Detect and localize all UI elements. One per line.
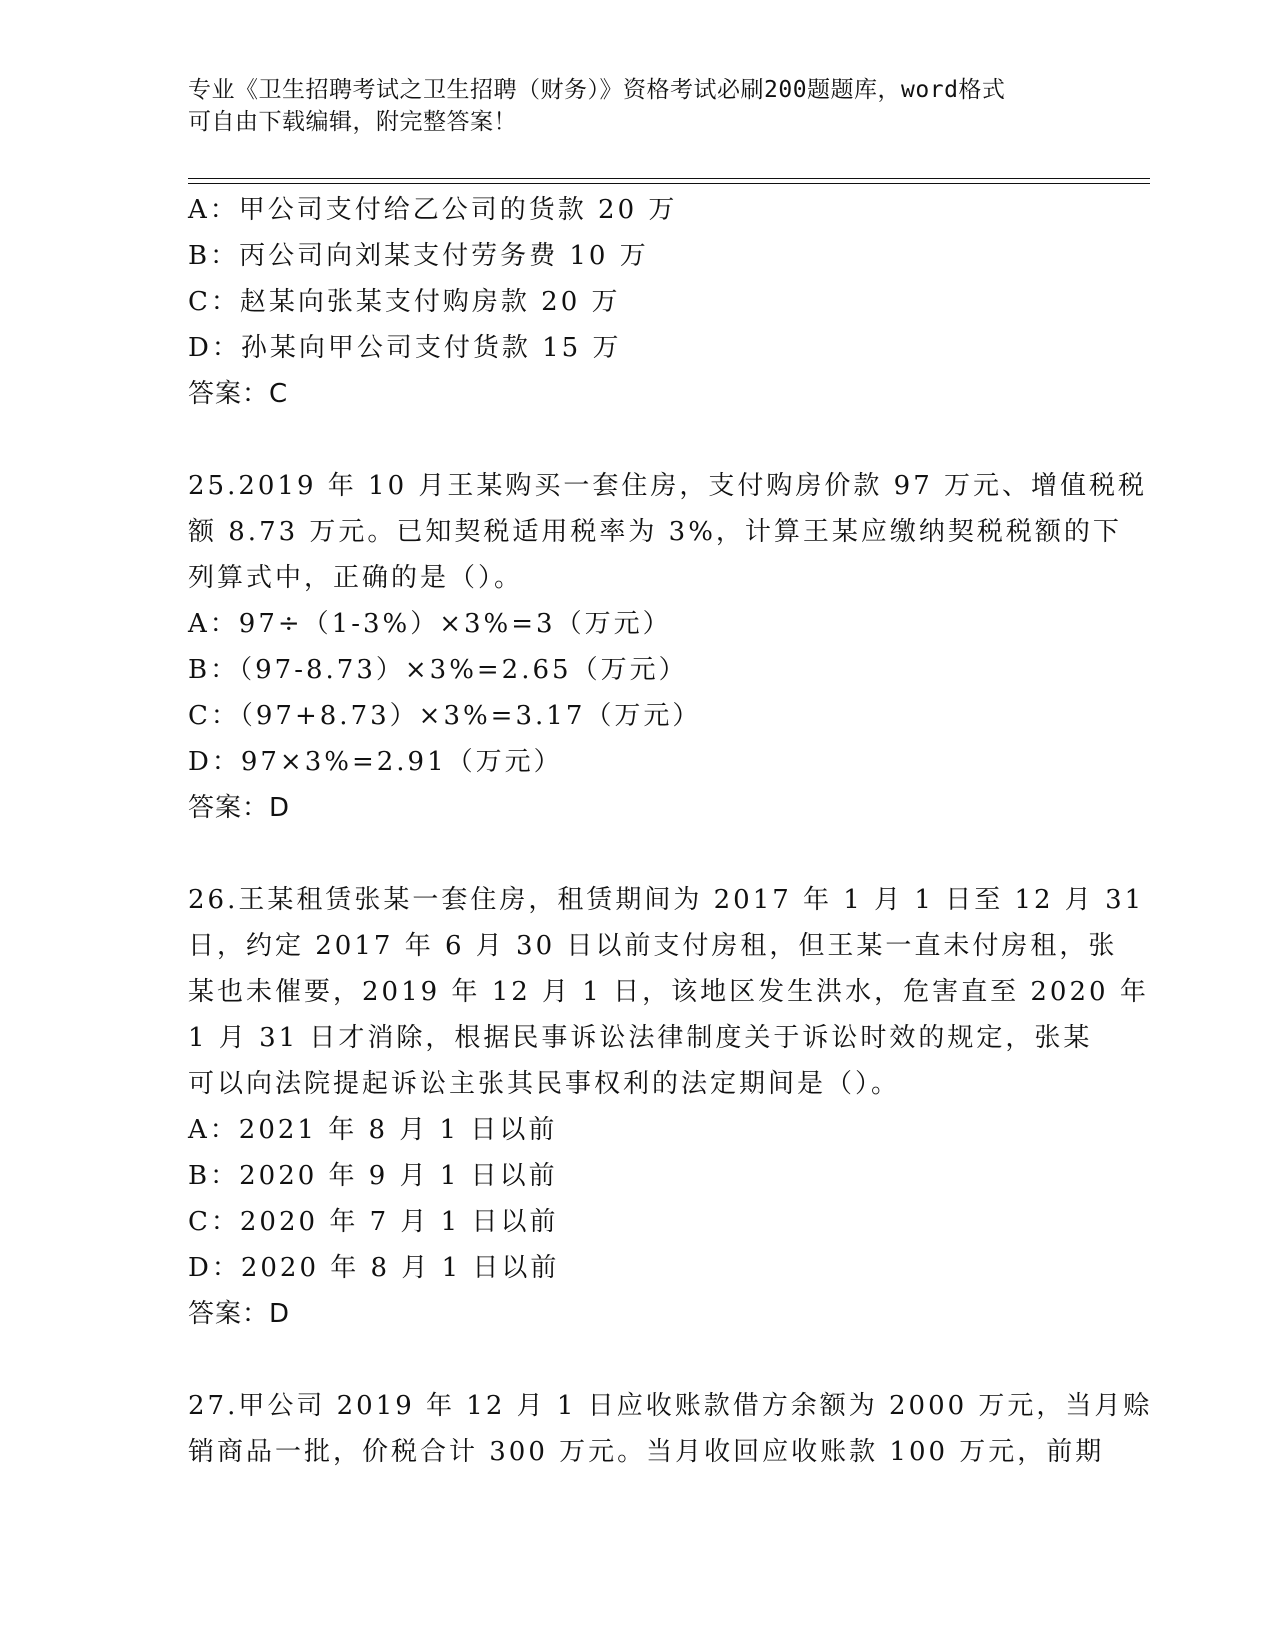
question-block	[188, 877, 1149, 1337]
question-text-line: 1 月 31 日才消除，根据民事诉讼法律制度关于诉讼时效的规定，张某	[188, 1023, 1093, 1053]
question-text-line: 额 8.73 万元。已知契税适用税率为 3%，计算王某应缴纳契税税额的下	[188, 517, 1122, 547]
block-spacer	[188, 1337, 1118, 1383]
question-text-line: 销商品一批，价税合计 300 万元。当月收回应收账款 100 万元，前期	[188, 1437, 1105, 1467]
question-text-line: 可以向法院提起诉讼主张其民事权利的法定期间是（）。	[188, 1069, 901, 1099]
option-line: D：孙某向甲公司支付货款 15 万	[188, 333, 622, 363]
option-line: A：甲公司支付给乙公司的货款 20 万	[188, 195, 678, 225]
question-text-line: 25.2019 年 10 月王某购买一套住房，支付购房价款 97 万元、增值税税	[188, 471, 1148, 501]
question-text-line: 27.甲公司 2019 年 12 月 1 日应收账款借方余额为 2000 万元，当月赊	[188, 1391, 1153, 1421]
question-text-line: 某也未催要，2019 年 12 月 1 日，该地区发生洪水，危害直至 2020 年	[188, 977, 1149, 1007]
header-title-line-2: 可自由下载编辑，附完整答案！	[188, 109, 517, 135]
header-divider-bottom	[188, 183, 1150, 184]
document-body	[188, 187, 1153, 1475]
answer-line: 答案：D	[188, 1299, 291, 1329]
answer-line: 答案：C	[188, 379, 289, 409]
block-spacer	[188, 831, 1118, 877]
option-line: B：2020 年 9 月 1 日以前	[188, 1161, 558, 1191]
question-text-line: 日，约定 2017 年 6 月 30 日以前支付房租，但王某一直未付房租，张	[188, 931, 1118, 961]
answer-line: 答案：D	[188, 793, 291, 823]
question-block	[188, 1383, 1153, 1475]
option-line: D：2020 年 8 月 1 日以前	[188, 1253, 560, 1283]
option-line: C：（97+8.73）×3%=3.17（万元）	[188, 701, 702, 731]
option-line: C：2020 年 7 月 1 日以前	[188, 1207, 559, 1237]
header-divider-top	[188, 178, 1150, 179]
document-header	[188, 74, 1088, 138]
option-line: A：2021 年 8 月 1 日以前	[188, 1115, 558, 1145]
option-line: C：赵某向张某支付购房款 20 万	[188, 287, 621, 317]
question-text-line: 26.王某租赁张某一套住房，租赁期间为 2017 年 1 月 1 日至 12 月 31	[188, 885, 1145, 915]
option-line: B：（97-8.73）×3%=2.65（万元）	[188, 655, 688, 685]
options-block	[188, 187, 1118, 417]
header-title-line-1: 专业《卫生招聘考试之卫生招聘（财务）》资格考试必刷200题题库，word格式	[188, 77, 1006, 103]
block-spacer	[188, 417, 1118, 463]
question-text-line: 列算式中，正确的是（）。	[188, 563, 524, 593]
option-line: D：97×3%=2.91（万元）	[188, 747, 563, 777]
option-line: B：丙公司向刘某支付劳务费 10 万	[188, 241, 649, 271]
question-block	[188, 463, 1148, 831]
option-line: A：97÷（1-3%）×3%=3（万元）	[188, 609, 672, 639]
